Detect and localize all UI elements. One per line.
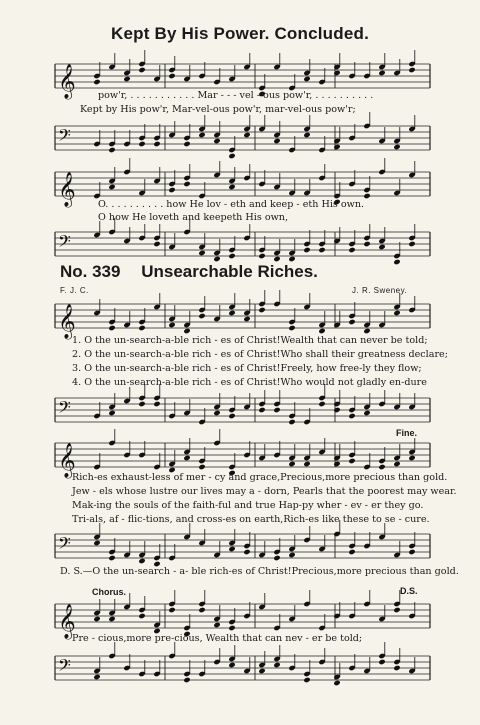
svg-text:𝄞: 𝄞 (58, 64, 76, 99)
verse-line: Tri-als, af - flic-tions, and cross-es on earth,Rich-es like these to se - cure. (72, 514, 430, 525)
verse-line: Jew - els whose lustre our lives may a - dorn, Pearls that the poorest may wear. (72, 486, 457, 497)
lyric-line: pow'r, . . . . . . . . . . . Mar - - - vel - ous pow'r, . . . . . . . . . . (98, 90, 374, 101)
ds-line: D. S.—O the un-search - a- ble rich-es of Christ!Precious,more precious than gold. (60, 566, 459, 577)
chorus-label: Chorus. (92, 587, 127, 597)
svg-text:𝄞: 𝄞 (58, 304, 76, 339)
hymn-author: F. J. C. (60, 286, 89, 295)
svg-text:𝄞: 𝄞 (58, 172, 76, 207)
lyric-line: Kept by His pow'r, Mar-vel-ous pow'r, mar-vel-ous pow'r; (80, 104, 356, 115)
verse-line: 4. O the un-search-a-ble rich - es of Christ!Who would not gladly en-dure (72, 377, 427, 388)
staff-system-3-bass (55, 392, 430, 428)
verse-line: 3. O the un-search-a-ble rich - es of Christ!Freely, how free-ly they flow; (72, 363, 422, 374)
svg-text:𝄞: 𝄞 (58, 443, 76, 478)
svg-text:𝄢: 𝄢 (58, 397, 71, 421)
staff-system-2-bass (55, 226, 430, 262)
fine-label: Fine. (396, 428, 418, 438)
svg-text:𝄢: 𝄢 (58, 231, 71, 255)
verse-line: Rich-es exhaust-less of mer - cy and grace,Precious,more precious than gold. (72, 472, 448, 483)
staff-system-1-bass (55, 120, 430, 156)
svg-text:𝄢: 𝄢 (58, 655, 71, 679)
svg-text:𝄞: 𝄞 (58, 604, 76, 639)
ds-label: D.S. (400, 586, 418, 596)
svg-text:𝄢: 𝄢 (58, 125, 71, 149)
verse-line: 2. O the un-search-a-ble rich - es of Christ!Who shall their greatness declare; (72, 349, 448, 360)
hymn-heading (60, 262, 440, 282)
staff-system-5-bass (55, 650, 430, 686)
staff-system-4-bass (55, 528, 430, 564)
hymn-composer: J. R. Sweney. (352, 286, 408, 295)
verse-line: Mak-ing the souls of the faith-ful and true Hap-py wher - ev - er they go. (72, 500, 424, 511)
hymn-title: Unsearchable Riches. (141, 262, 318, 281)
staff-system-3-treble (55, 298, 430, 339)
hymn-number: No. 339 (60, 262, 121, 281)
lyric-line: O. . . . . . . . . . how He lov - eth and keep - eth His own. (98, 199, 365, 210)
svg-text:𝄢: 𝄢 (58, 533, 71, 557)
page-title: Kept By His Power. Concluded. (110, 24, 369, 43)
lyric-line: O how He loveth and keepeth His own, (98, 212, 289, 223)
chorus-lyric: Pre - cious,more pre-cious, Wealth that can nev - er be told; (72, 633, 363, 644)
verse-line: 1. O the un-search-a-ble rich - es of Christ!Wealth that can never be told; (72, 335, 428, 346)
